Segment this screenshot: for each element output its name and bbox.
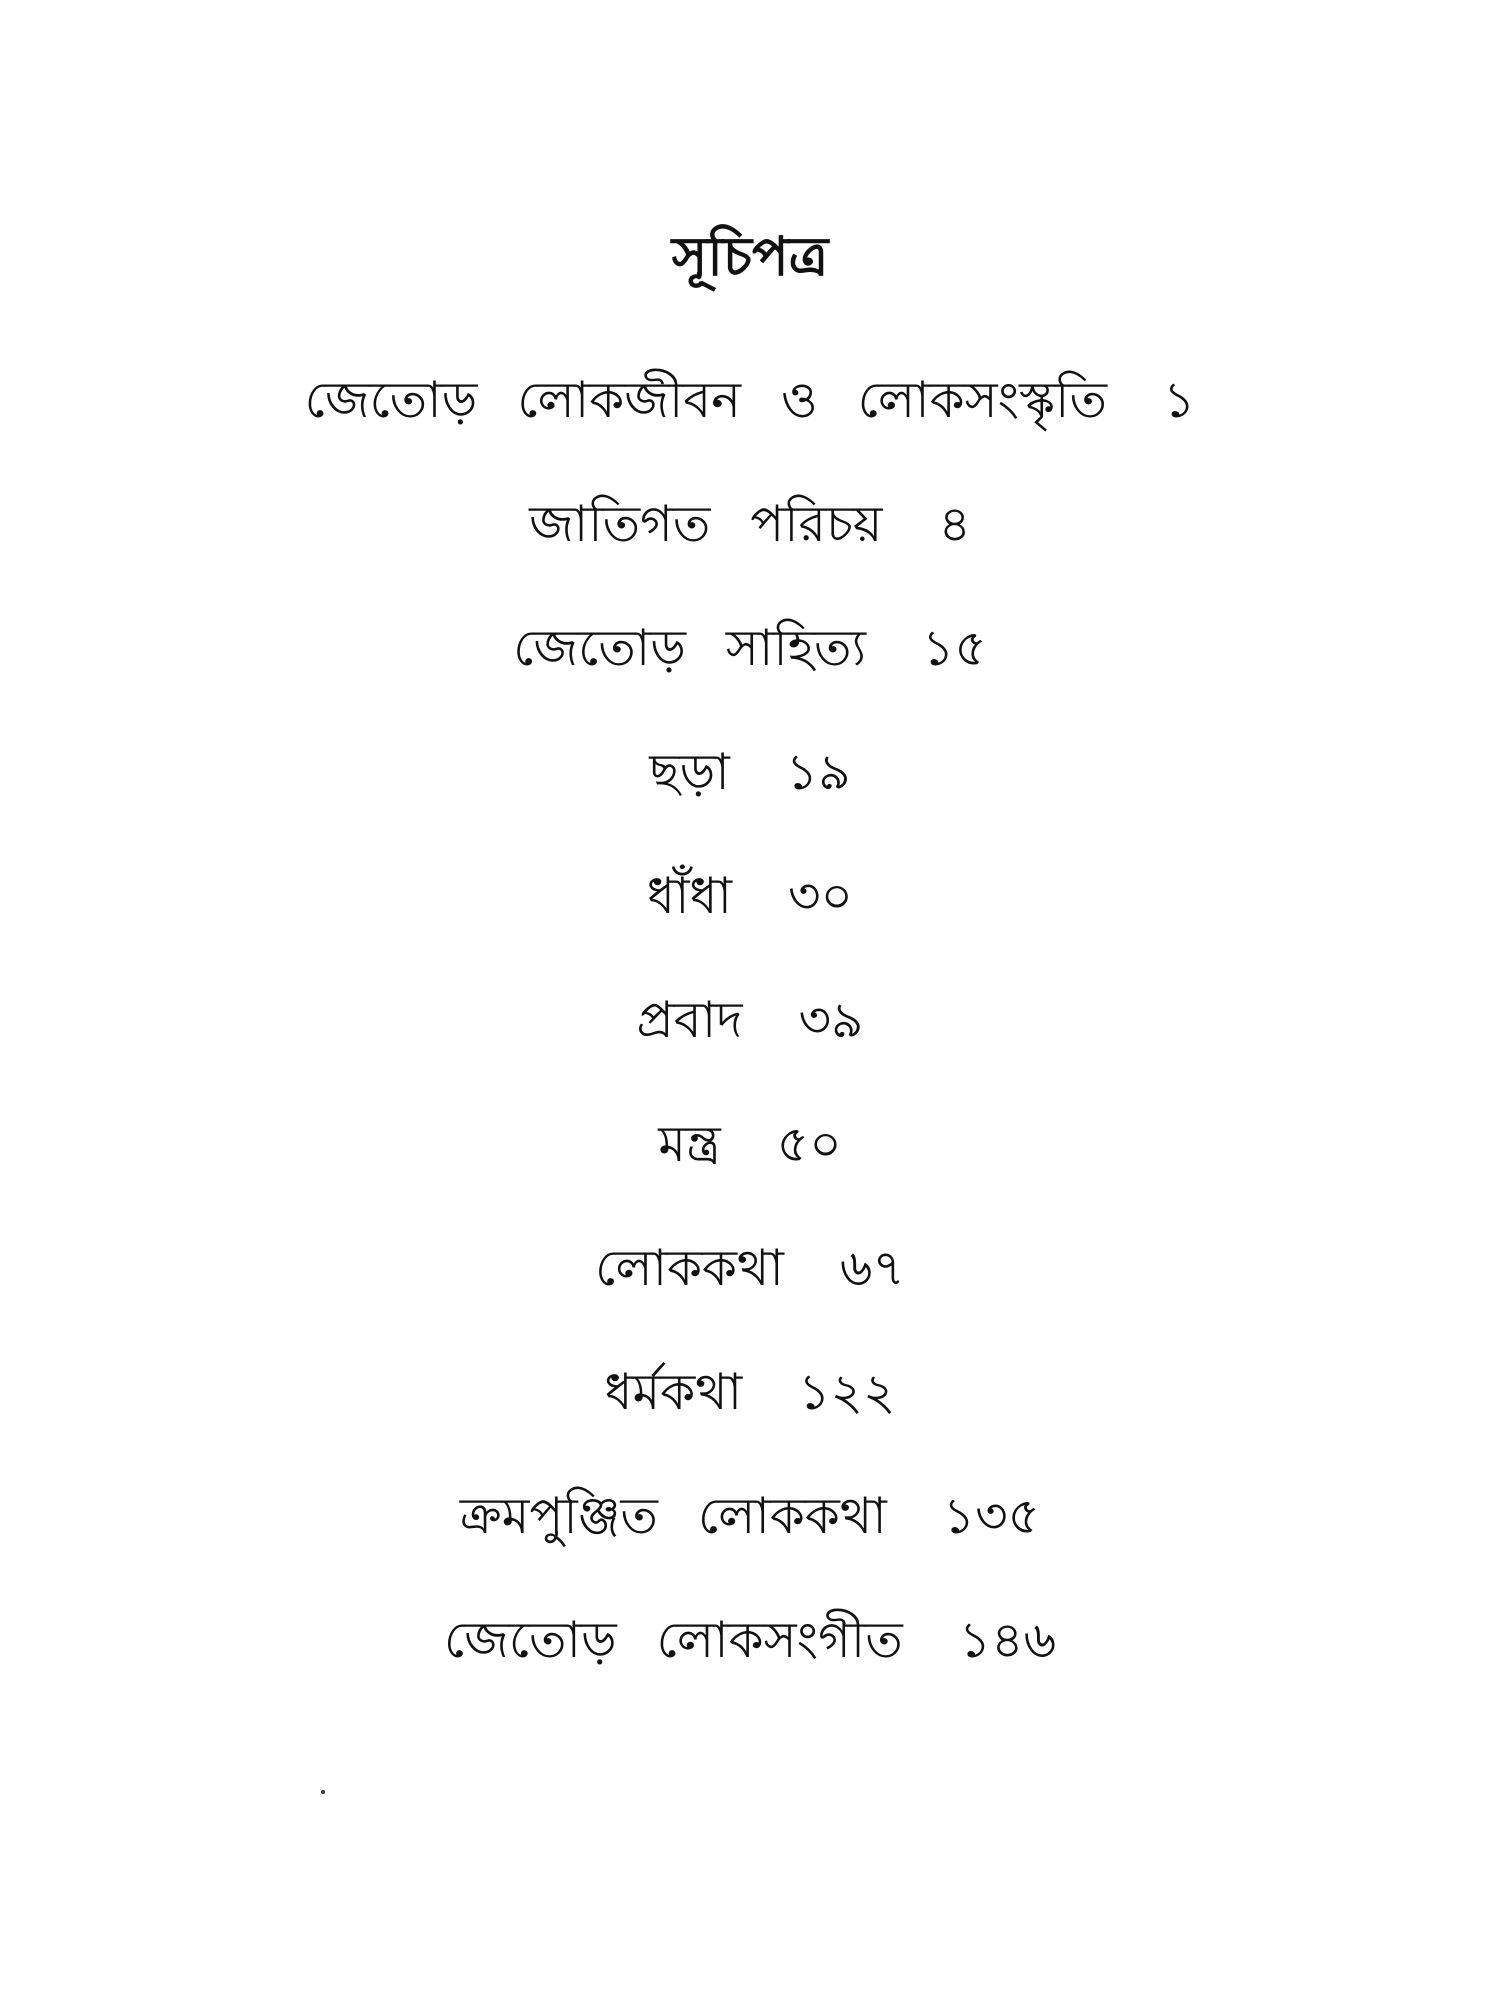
toc-entry-title: জেতোড় লোকসংগীত	[443, 1611, 903, 1669]
toc-entry-page: ৩০	[788, 867, 854, 925]
toc-entry-title: ছড়া	[649, 743, 730, 801]
toc-entry-title: মন্ত্র	[658, 1115, 721, 1173]
toc-entry-title: ক্রমপুঞ্জিত লোককথা	[459, 1487, 887, 1545]
toc-entry	[0, 1104, 1500, 1228]
toc-entry-title: ধাঁধা	[646, 867, 732, 925]
toc-entry	[0, 484, 1500, 608]
toc-entry	[0, 980, 1500, 1104]
toc-entry-page: ১৯	[785, 743, 851, 801]
toc-entry	[0, 360, 1500, 484]
toc-entry-page: ১২২	[798, 1363, 896, 1421]
toc-entry-title: লোককথা	[595, 1239, 784, 1297]
toc-entry-page: ১৫	[921, 619, 987, 677]
toc-entry	[0, 856, 1500, 980]
toc-entry-title: প্রবাদ	[636, 991, 743, 1049]
toc-entry-page: ৫০	[776, 1115, 842, 1173]
toc-entry-page: ১৩৫	[942, 1487, 1041, 1545]
toc-entry-title: জেতোড় সাহিত্য	[513, 619, 866, 677]
toc-entry-page: ৪	[938, 495, 971, 553]
toc-entry	[0, 1476, 1500, 1600]
toc-entry-page: ৬৭	[839, 1239, 905, 1297]
toc-entry	[0, 1352, 1500, 1476]
toc-entry	[0, 608, 1500, 732]
toc-entry-page: ১	[1163, 371, 1196, 429]
toc-entry-page: ১৪৬	[958, 1611, 1057, 1669]
toc-entry	[0, 1228, 1500, 1352]
table-of-contents	[0, 360, 1500, 1724]
toc-entry-title: ধর্মকথা	[604, 1363, 743, 1421]
toc-entry-page: ৩৯	[798, 991, 864, 1049]
toc-entry-title: জেতোড় লোকজীবন ও লোকসংস্কৃতি	[304, 371, 1107, 429]
page-title: সূচিপত্র	[671, 225, 829, 288]
stray-mark	[321, 1790, 325, 1794]
toc-entry	[0, 732, 1500, 856]
toc-entry	[0, 1600, 1500, 1724]
toc-entry-title: জাতিগত পরিচয়	[529, 495, 883, 553]
